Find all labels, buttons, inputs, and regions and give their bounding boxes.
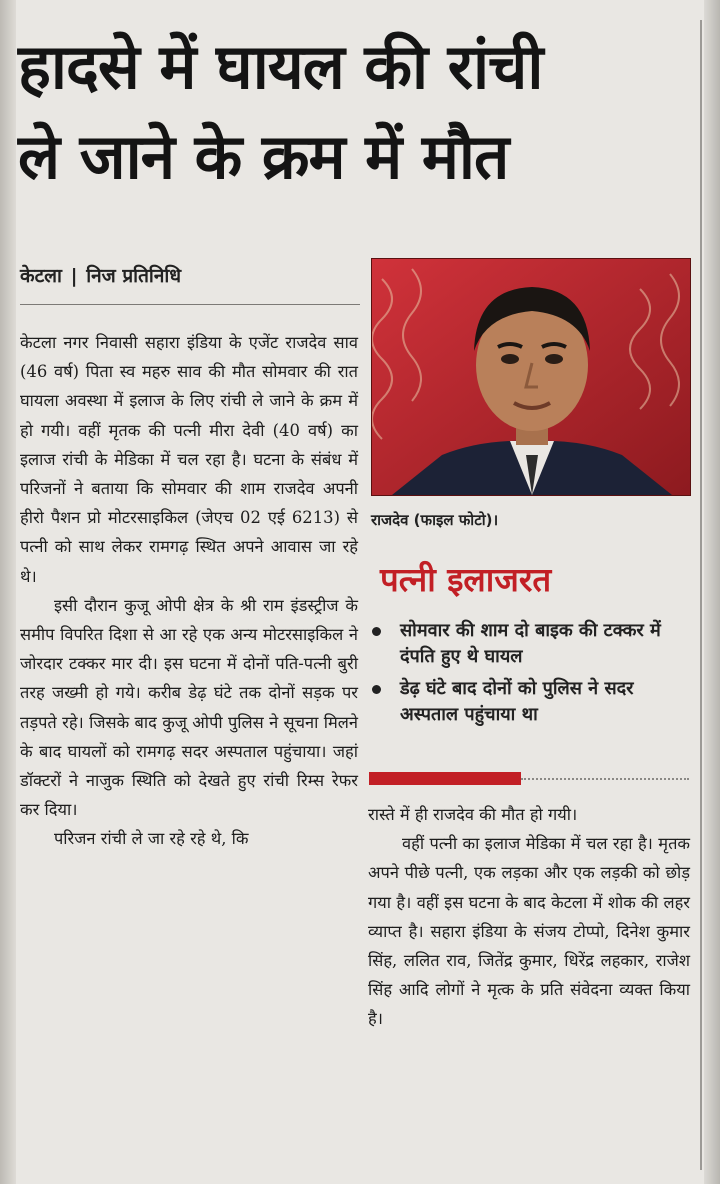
photo-caption: राजदेव (फाइल फोटो)।: [371, 511, 499, 529]
portrait-illustration: [372, 259, 690, 495]
article-paragraph: वहीं पत्नी का इलाज मेडिका में चल रहा है। मृतक अपने पीछे पत्नी, एक लड़का और एक लड़की को छोड़ गया है। वहीं इस घटना के बाद केटला में शोक की लहर व्याप्त है। सहारा इंडिया के संजय टोप्पो, दिनेश कुमार सिंह, ललित राव, जितेंद्र कुमार, धिरेंद्र लहकार, राजेश सिंह आदि लोगों ने मृत्क के प्रति संवेदना व्यक्त किया है।: [368, 834, 690, 1029]
sidebar-heading: पत्नी इलाजरत: [380, 560, 552, 599]
column-rule: [700, 20, 702, 1170]
dateline-byline: निज प्रतिनिधि: [86, 265, 182, 287]
headline: [18, 22, 698, 202]
dateline: [20, 262, 350, 288]
section-dotted-rule: [521, 778, 689, 780]
dateline-divider: [20, 304, 360, 305]
article-paragraph: इसी दौरान कुजू ओपी क्षेत्र के श्री राम इंडस्ट्रीज के समीप विपरित दिशा से आ रहे एक अन्य मोटरसाइकिल ने जोरदार टक्कर मार दी। इस घटना में दोनों पति-पत्नी बुरी तरह जख्मी हो गये। करीब डेढ़ घंटे तक दोनों सड़क पर तड़पते रहे। जिसके बाद कुजू ओपी पुलिस ने सूचना मिलने के बाद घायलों को रामगढ़ सदर अस्पताल पहुंचाया। जहां डॉक्टरों ने नाजुक स्थिति को देखते हुए रांची रिम्स रेफर कर दिया।: [20, 595, 358, 820]
sidebar-bullets: [370, 618, 690, 734]
dateline-place: केटला: [20, 265, 62, 287]
article-paragraph: केटला नगर निवासी सहारा इंडिया के एजेंट राजदेव साव (46 वर्ष) पिता स्व महरु साव की मौत सोमवार की रात घायला अवस्था में इलाज के लिए रांची ले जाने के क्रम में हो गयी। वहीं मृतक की पत्नी मीरा देवी (40 वर्ष) का इलाज रांची के मेडिका में चल रहा है। घटना के संबंध में परिजनों ने बताया कि सोमवार की शाम राजदेव अपनी हीरो पैशन प्रो मोटरसाइकिल (जेएच 02 एई 6213) से पत्नी को साथ लेकर रामगढ़ स्थित अपने आवास जा रहे थे।: [20, 333, 358, 586]
page-edge-right: [704, 0, 720, 1184]
article-column-right: [368, 800, 690, 1034]
headline-line-1: हादसे में घायल की रांची: [18, 30, 543, 103]
headline-line-2: ले जाने के क्रम में मौत: [18, 120, 509, 193]
bullet-icon: [372, 685, 381, 694]
dateline-separator: |: [70, 265, 78, 287]
sidebar-bullet-text: सोमवार की शाम दो बाइक की टक्कर में दंपति हुए थे घायल: [400, 620, 661, 667]
article-paragraph: परिजन रांची ले जा रहे रहे थे, कि: [54, 829, 249, 849]
sidebar-bullet-text: डेढ़ घंटे बाद दोनों को पुलिस ने सदर अस्पताल पहुंचाया था: [400, 678, 634, 725]
page-edge-left: [0, 0, 16, 1184]
section-accent-bar: [369, 772, 521, 785]
bullet-icon: [372, 627, 381, 636]
article-paragraph: रास्ते में ही राजदेव की मौत हो गयी।: [368, 805, 578, 824]
sidebar-bullet: [370, 676, 690, 728]
article-column-left: [20, 328, 358, 854]
portrait-photo: [371, 258, 691, 496]
sidebar-bullet: [370, 618, 690, 670]
